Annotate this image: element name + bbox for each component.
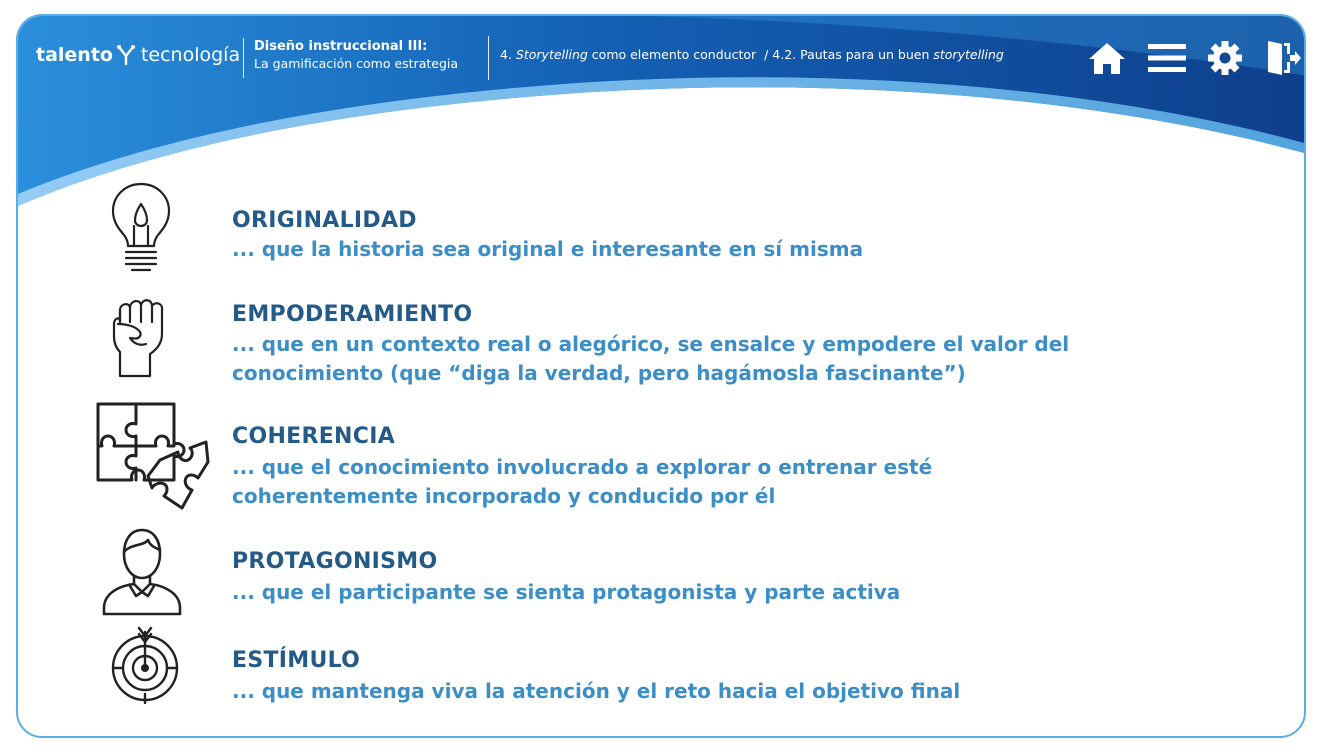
item-description: ... que el participante se sienta protagonista y parte activa: [232, 580, 901, 604]
brand-logo: [36, 44, 240, 66]
breadcrumb-section-rest: como elemento conductor: [591, 47, 757, 62]
lightbulb-icon: [108, 180, 174, 272]
item-title: ORIGINALIDAD: [232, 208, 417, 233]
item-title: PROTAGONISMO: [232, 549, 438, 574]
target-icon: [110, 624, 180, 704]
breadcrumb: [500, 47, 1004, 62]
content-frame: [16, 14, 1306, 738]
header-divider: [243, 38, 244, 78]
brand-regular: tecnología: [140, 44, 241, 66]
item-title: EMPODERAMIENTO: [232, 302, 473, 327]
item-description: ... que el conocimiento involucrado a explorar o entrenar esté: [232, 455, 933, 479]
home-button[interactable]: [1086, 38, 1128, 78]
course-name: Diseño instruccional III:: [254, 39, 428, 54]
exit-button[interactable]: [1262, 38, 1304, 78]
item-title: ESTÍMULO: [232, 648, 361, 673]
header-divider: [488, 36, 489, 80]
fist-icon: [110, 294, 172, 378]
menu-icon: [1147, 42, 1187, 74]
item-description: ... que en un contexto real o alegórico, se ensalce y empodere el valor del: [232, 332, 1070, 356]
brand-y-icon: [117, 44, 135, 66]
item-description: ... que la historia sea original e interesante en sí misma: [232, 237, 864, 261]
menu-button[interactable]: [1146, 38, 1188, 78]
breadcrumb-separator: /: [764, 47, 769, 62]
settings-button[interactable]: [1204, 38, 1246, 78]
item-description: coherentemente incorporado y conducido por él: [232, 484, 776, 508]
course-subtitle: La gamificación como estrategia: [254, 56, 459, 71]
home-icon: [1087, 40, 1127, 76]
puzzle-icon: [94, 400, 212, 516]
exit-icon: [1264, 38, 1302, 78]
item-description: conocimiento (que “diga la verdad, pero hagámosla fascinante”): [232, 361, 966, 385]
breadcrumb-subsection-italic: storytelling: [933, 47, 1004, 62]
breadcrumb-section-italic: Storytelling: [515, 47, 588, 62]
course-title: [254, 38, 458, 72]
settings-icon: [1206, 39, 1244, 77]
person-icon: [100, 524, 184, 620]
breadcrumb-section-number: 4.: [500, 47, 512, 62]
brand-bold: talento: [36, 44, 113, 66]
item-description: ... que mantenga viva la atención y el reto hacia el objetivo final: [232, 679, 961, 703]
item-title: COHERENCIA: [232, 424, 396, 449]
breadcrumb-subsection: 4.2. Pautas para un buen: [772, 47, 930, 62]
